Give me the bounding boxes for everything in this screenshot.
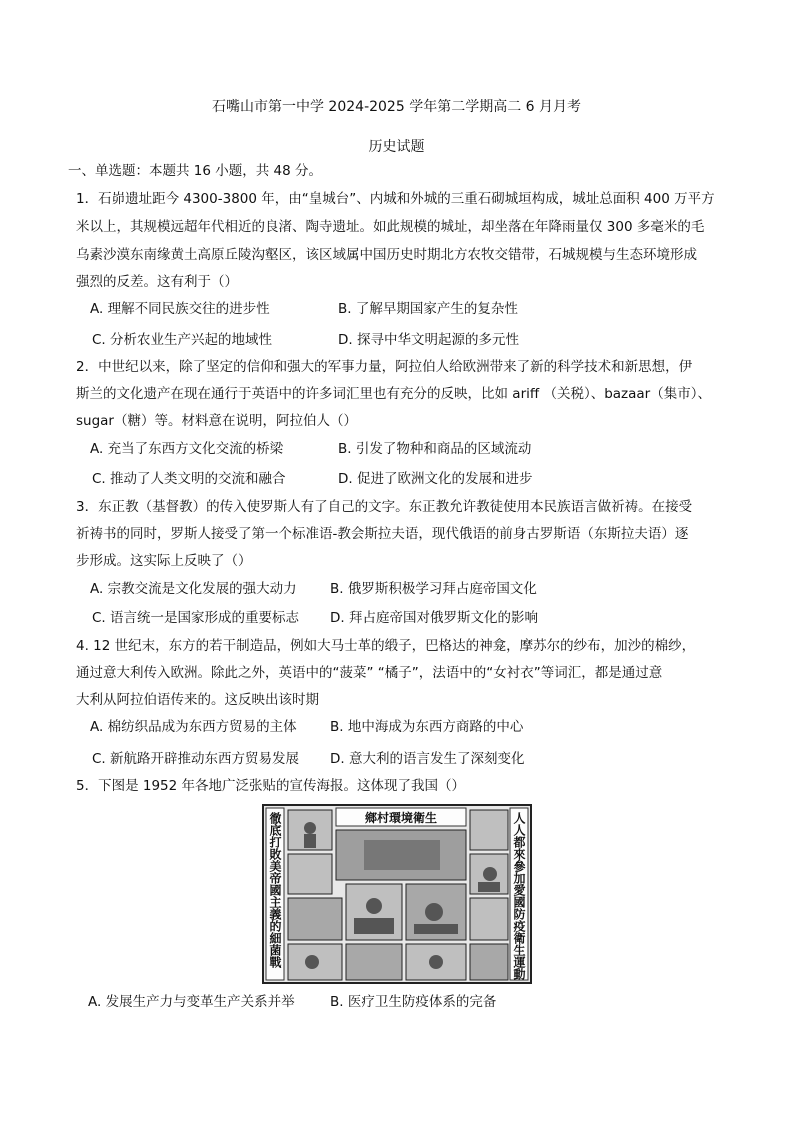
q1-stem-line: 乌素沙漠东南缘黄土高原丘陵沟壑区，该区域属中国历史时期北方农牧交错带，石城规模与生态环境形成 <box>76 247 697 263</box>
q2-option-a: A. 充当了东西方文化交流的桥梁 <box>90 441 284 457</box>
q4-option-c: C. 新航路开辟推动东西方贸易发展 <box>92 751 300 767</box>
poster-left-banner: 徹底打敗美帝國主義的細菌戰 <box>268 812 282 968</box>
q1-option-b: B. 了解早期国家产生的复杂性 <box>338 301 518 317</box>
q2-option-b: B. 引发了物种和商品的区域流动 <box>338 441 532 457</box>
q3-option-c: C. 语言统一是国家形成的重要标志 <box>92 610 300 626</box>
q3-stem-line: 祈祷书的同时，罗斯人接受了第一个标准语-教会斯拉夫语，现代俄语的前身古罗斯语（东斯拉夫语）逐 <box>76 526 689 542</box>
q2-stem-line: sugar（糖）等。材料意在说明，阿拉伯人（） <box>76 413 357 429</box>
q4-option-d: D. 意大利的语言发生了深刻变化 <box>330 751 525 767</box>
q3-option-d: D. 拜占庭帝国对俄罗斯文化的影响 <box>330 610 538 626</box>
q1-option-a: A. 理解不同民族交往的进步性 <box>90 301 270 317</box>
q1-option-c: C. 分析农业生产兴起的地域性 <box>92 332 273 348</box>
q2-stem-line: 2．中世纪以来，除了坚定的信仰和强大的军事力量，阿拉伯人给欧洲带来了新的科学技术和新思想，伊 <box>76 359 693 375</box>
q2-option-c: C. 推动了人类文明的交流和融合 <box>92 471 286 487</box>
q1-option-d: D. 探寻中华文明起源的多元性 <box>338 332 519 348</box>
exam-title: 石嘴山市第一中学 2024-2025 学年第二学期高二 6 月月考 <box>211 99 582 115</box>
q2-option-d: D. 促进了欧洲文化的发展和进步 <box>338 471 533 487</box>
q5-option-b: B. 医疗卫生防疫体系的完备 <box>330 994 497 1010</box>
q5-option-a: A. 发展生产力与变革生产关系并举 <box>88 994 295 1010</box>
q1-stem-line: 强烈的反差。这有利于（） <box>76 274 238 290</box>
q3-option-b: B. 俄罗斯积极学习拜占庭帝国文化 <box>330 581 537 597</box>
q4-stem-line: 4. 12 世纪末，东方的若干制造品，例如大马士革的缎子，巴格达的神龛，摩苏尔的纱布，加沙的棉纱， <box>76 638 696 654</box>
propaganda-poster-image <box>262 804 532 984</box>
q4-stem-line: 大利从阿拉伯语传来的。这反映出该时期 <box>76 692 319 708</box>
q4-option-b: B. 地中海成为东西方商路的中心 <box>330 719 524 735</box>
poster-top-title: 鄉村環境衛生 <box>364 811 438 825</box>
q4-stem-line: 通过意大利传入欧洲。除此之外，英语中的“菠菜” “橘子”，法语中的“女衬衣”等词汇，都是通过意 <box>76 665 663 681</box>
exam-subtitle: 历史试题 <box>368 139 425 155</box>
q1-stem-line: 1．石峁遗址距今 4300-3800 年，由“皇城台”、内城和外城的三重石砌城垣构成，城址总面积 400 万平方 <box>76 191 715 207</box>
q3-option-a: A. 宗教交流是文化发展的强大动力 <box>90 581 297 597</box>
q1-stem-line: 米以上，其规模远超年代相近的良渚、陶寺遗址。如此规模的城址，却坐落在年降雨量仅 300 多毫米的毛 <box>76 219 705 235</box>
q5-stem-line: 5．下图是 1952 年各地广泛张贴的宣传海报。这体现了我国（） <box>76 778 466 794</box>
q2-stem-line: 斯兰的文化遗产在现在通行于英语中的许多词汇里也有充分的反映，比如 ariff （关税）、bazaar（集市）、 <box>76 386 711 402</box>
q4-option-a: A. 棉纺织品成为东西方贸易的主体 <box>90 719 297 735</box>
section-heading: 一、单选题：本题共 16 小题，共 48 分。 <box>68 163 323 179</box>
poster-right-banner: 人人都來參加愛國防疫衛生運動 <box>512 812 526 980</box>
q3-stem-line: 3．东正教（基督教）的传入使罗斯人有了自己的文字。东正教允许教徒使用本民族语言做祈祷。在接受 <box>76 499 693 515</box>
q3-stem-line: 步形成。这实际上反映了（） <box>76 553 252 569</box>
